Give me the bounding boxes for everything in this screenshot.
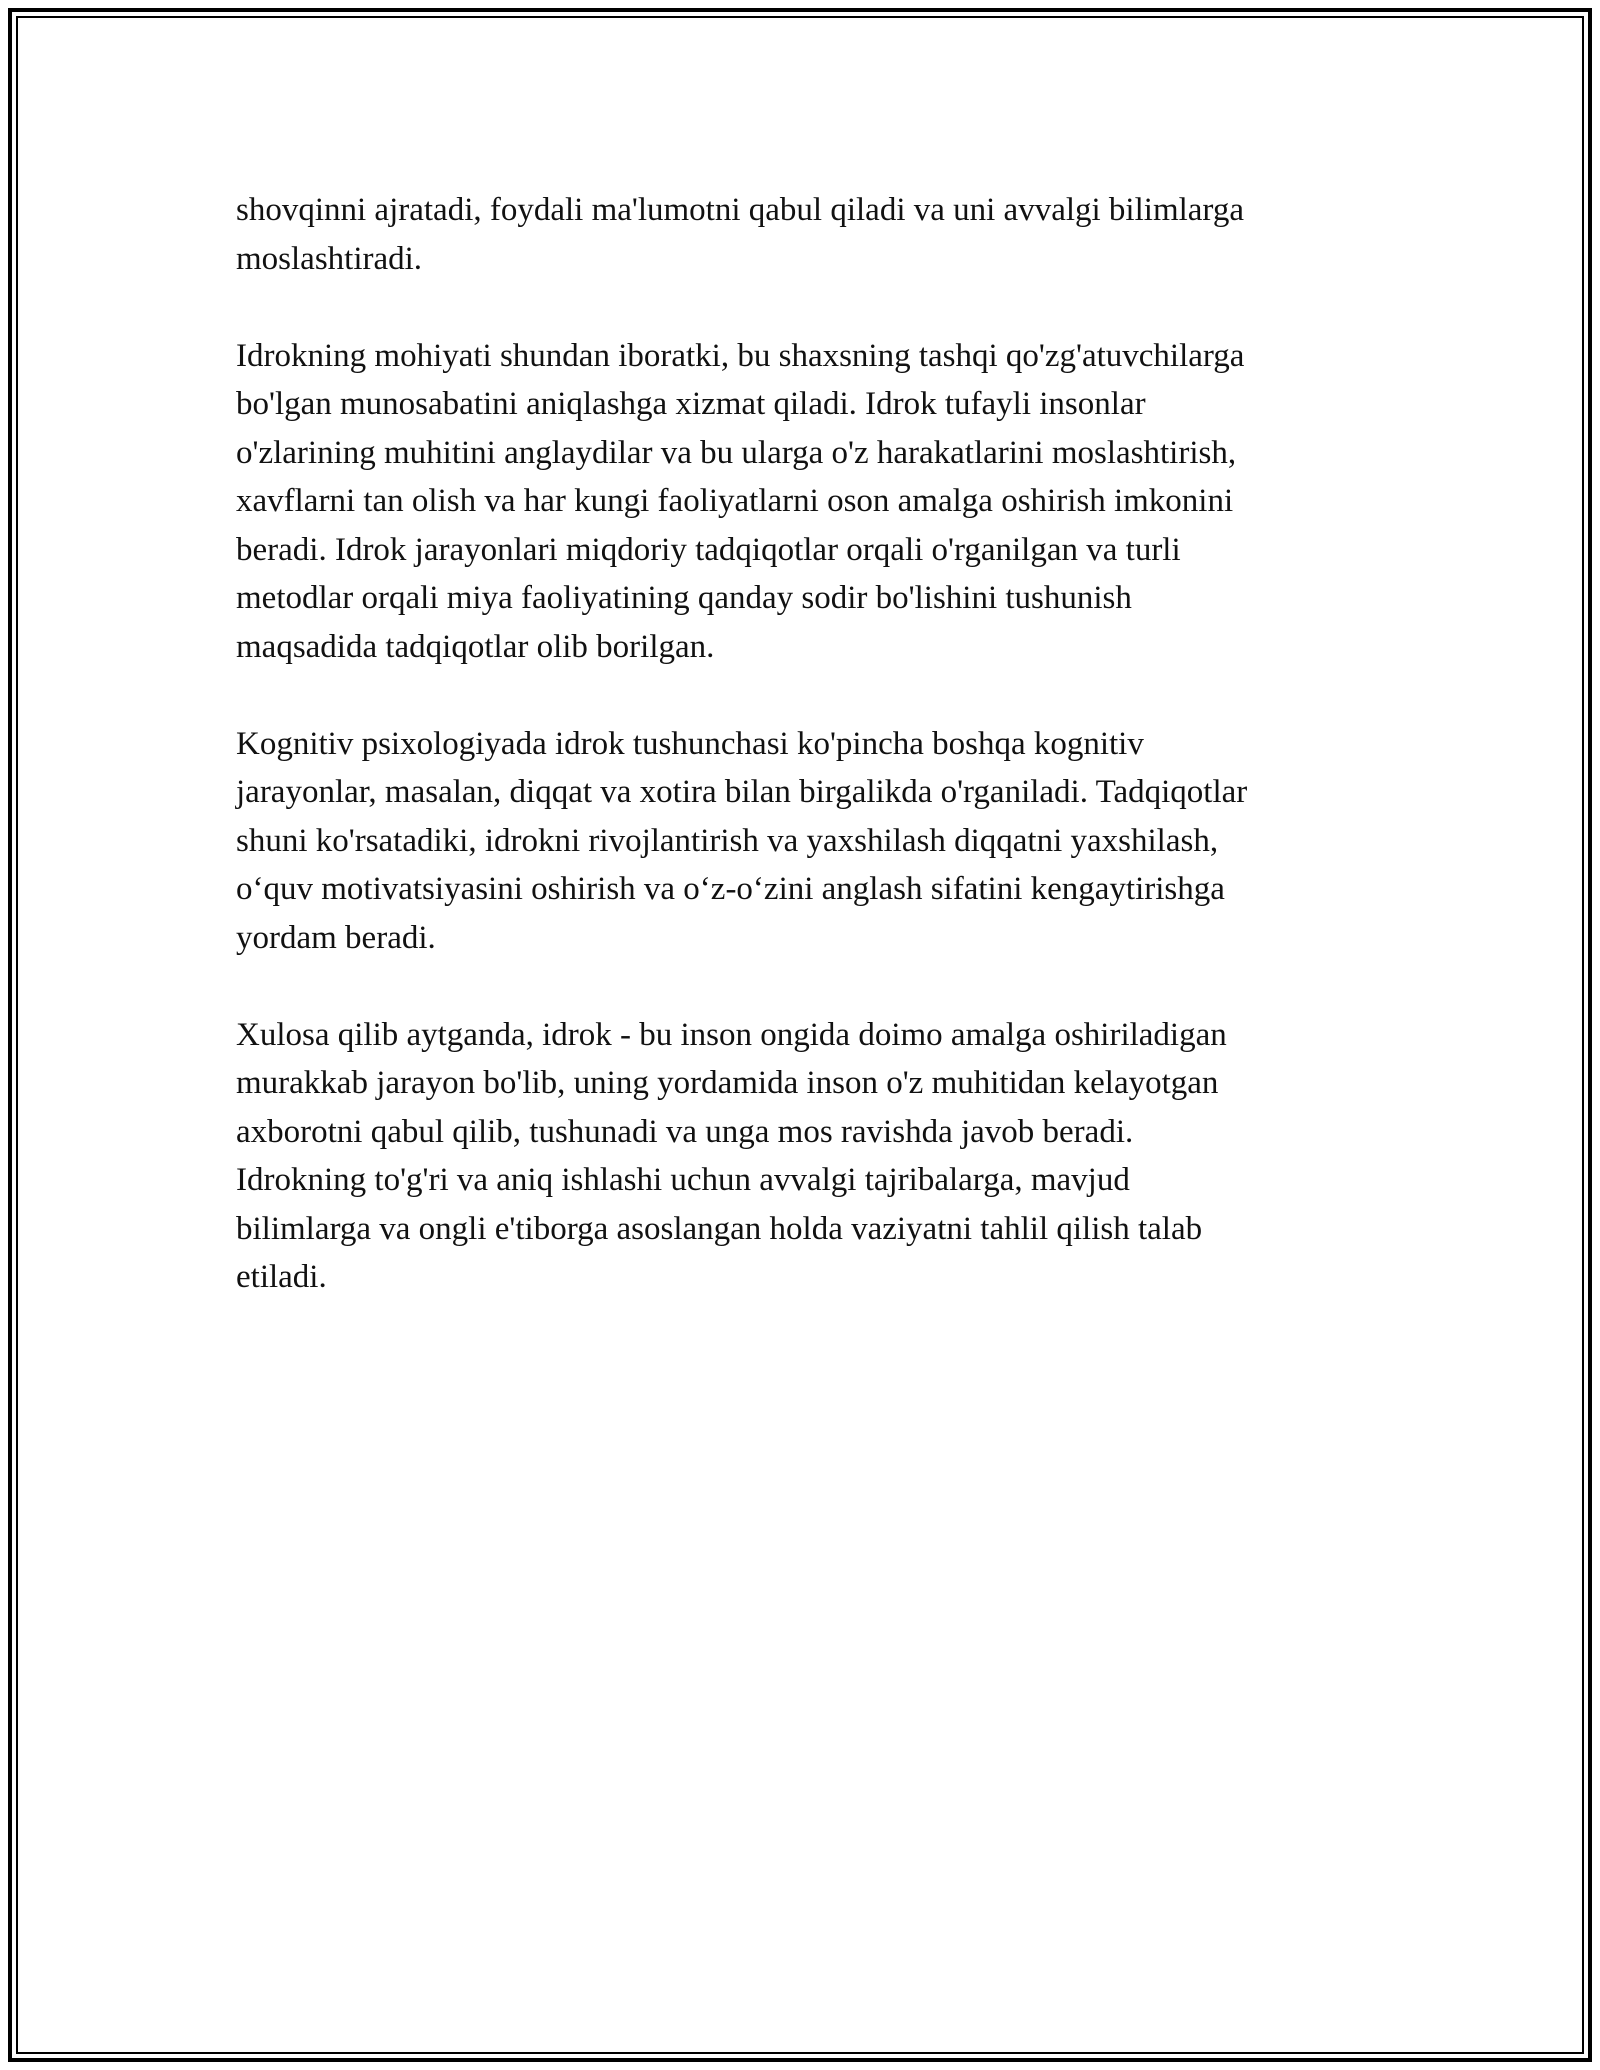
document-body — [236, 186, 1386, 1350]
paragraph-essence: Idrokning mohiyati shundan iboratki, bu shaxsning tashqi qo'zg'atuvchilarga bo'lgan munosabatini aniqlashga xizmat qiladi. Idrok tufayli insonlar o'zlarining muhitini anglaydilar va bu ularga o'z harakatlarini moslashtirish, xavflarni tan olish va har kungi faoliyatlarni oson amalga oshirish imkonini beradi. Idrok jarayonlari miqdoriy tadqiqotlar orqali o'rganilgan va turli metodlar orqali miya faoliyatining qanday sodir bo'lishini tushunish maqsadida tadqiqotlar olib borilgan. — [236, 337, 1245, 665]
paragraph-continuation: shovqinni ajratadi, foydali ma'lumotni qabul qiladi va uni avvalgi bilimlarga moslashtiradi. — [236, 192, 1244, 277]
paragraph-cognitive-psychology: Kognitiv psixologiyada idrok tushunchasi ko'pincha boshqa kognitiv jarayonlar, masalan, diqqat va xotira bilan birgalikda o'rganiladi. Tadqiqotlar shuni ko'rsatadiki, idrokni rivojlantirish va yaxshilash diqqatni yaxshilash, o‘quv motivatsiyasini oshirish va o‘z-o‘zini anglash sifatini kengaytirishga yordam beradi. — [236, 725, 1248, 956]
paragraph-conclusion: Xulosa qilib aytganda, idrok - bu inson ongida doimo amalga oshiriladigan murakkab jarayon bo'lib, uning yordamida inson o'z muhitidan kelayotgan axborotni qabul qilib, tushunadi va unga mos ravishda javob beradi. Idrokning to'g'ri va aniq ishlashi uchun avvalgi tajribalarga, mavjud bilimlarga va ongli e'tiborga asoslangan holda vaziyatni tahlil qilish talab etiladi. — [236, 1016, 1227, 1295]
